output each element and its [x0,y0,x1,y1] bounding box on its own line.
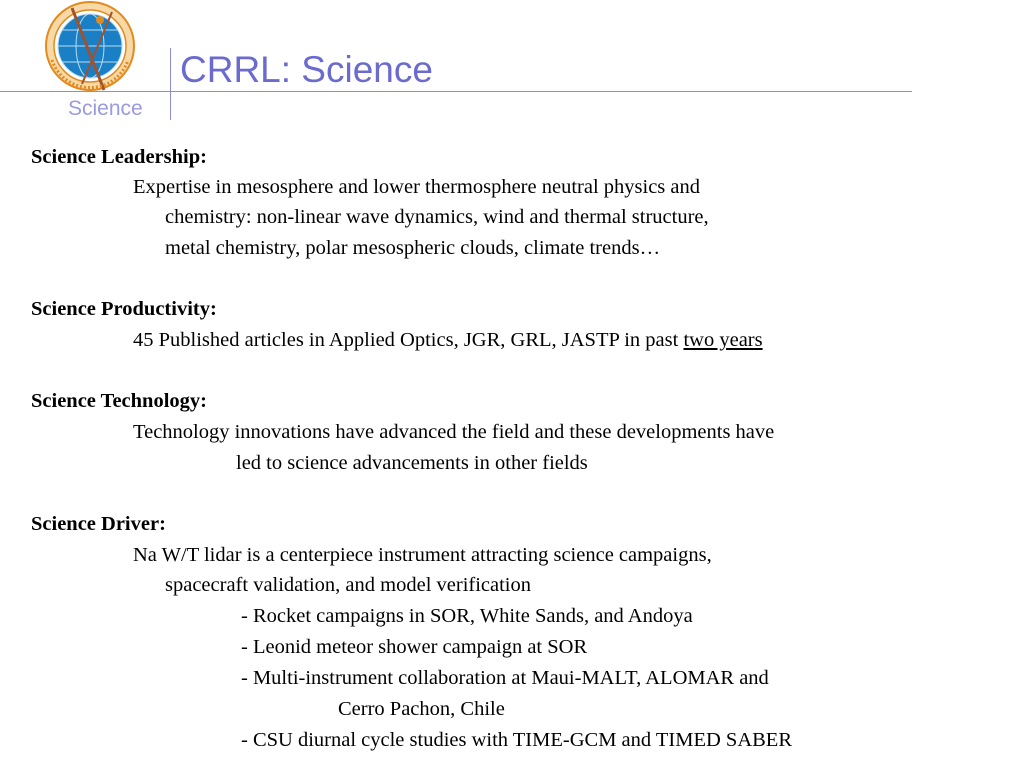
technology-text-line-2: led to science advancements in other fields [236,452,588,474]
leadership-text-line-3: metal chemistry, polar mesospheric clouds, climate trends… [165,237,661,259]
productivity-underlined-text: two years [683,329,763,351]
globe-logo-icon [42,0,142,98]
page-title: CRRL: Science [180,49,433,90]
leadership-text-line-1: Expertise in mesosphere and lower thermosphere neutral physics and [133,176,700,198]
section-heading-leadership: Science Leadership: [31,146,207,168]
driver-bullet-4: - CSU diurnal cycle studies with TIME-GCM and TIMED SABER [241,729,792,751]
driver-bullet-3: - Multi-instrument collaboration at Maui-MALT, ALOMAR and [241,667,769,689]
driver-bullet-1: - Rocket campaigns in SOR, White Sands, and Andoya [241,605,693,627]
productivity-text: 45 Published articles in Applied Optics, JGR, GRL, JASTP in past [133,329,684,351]
driver-text-line-1: Na W/T lidar is a centerpiece instrument attracting science campaigns, [133,544,712,566]
driver-bullet-2: - Leonid meteor shower campaign at SOR [241,636,588,658]
driver-text-line-2: spacecraft validation, and model verification [165,574,531,596]
leadership-text-line-2: chemistry: non-linear wave dynamics, wind and thermal structure, [165,206,709,228]
productivity-text-line-1 [133,328,763,352]
technology-text-line-1: Technology innovations have advanced the field and these developments have [133,421,775,443]
section-heading-driver: Science Driver: [31,513,166,535]
section-heading-technology: Science Technology: [31,390,207,412]
header-rule-vertical [170,48,171,120]
logo-label: Science [68,97,143,120]
driver-bullet-3-continuation: Cerro Pachon, Chile [338,698,505,720]
section-heading-productivity: Science Productivity: [31,298,217,320]
